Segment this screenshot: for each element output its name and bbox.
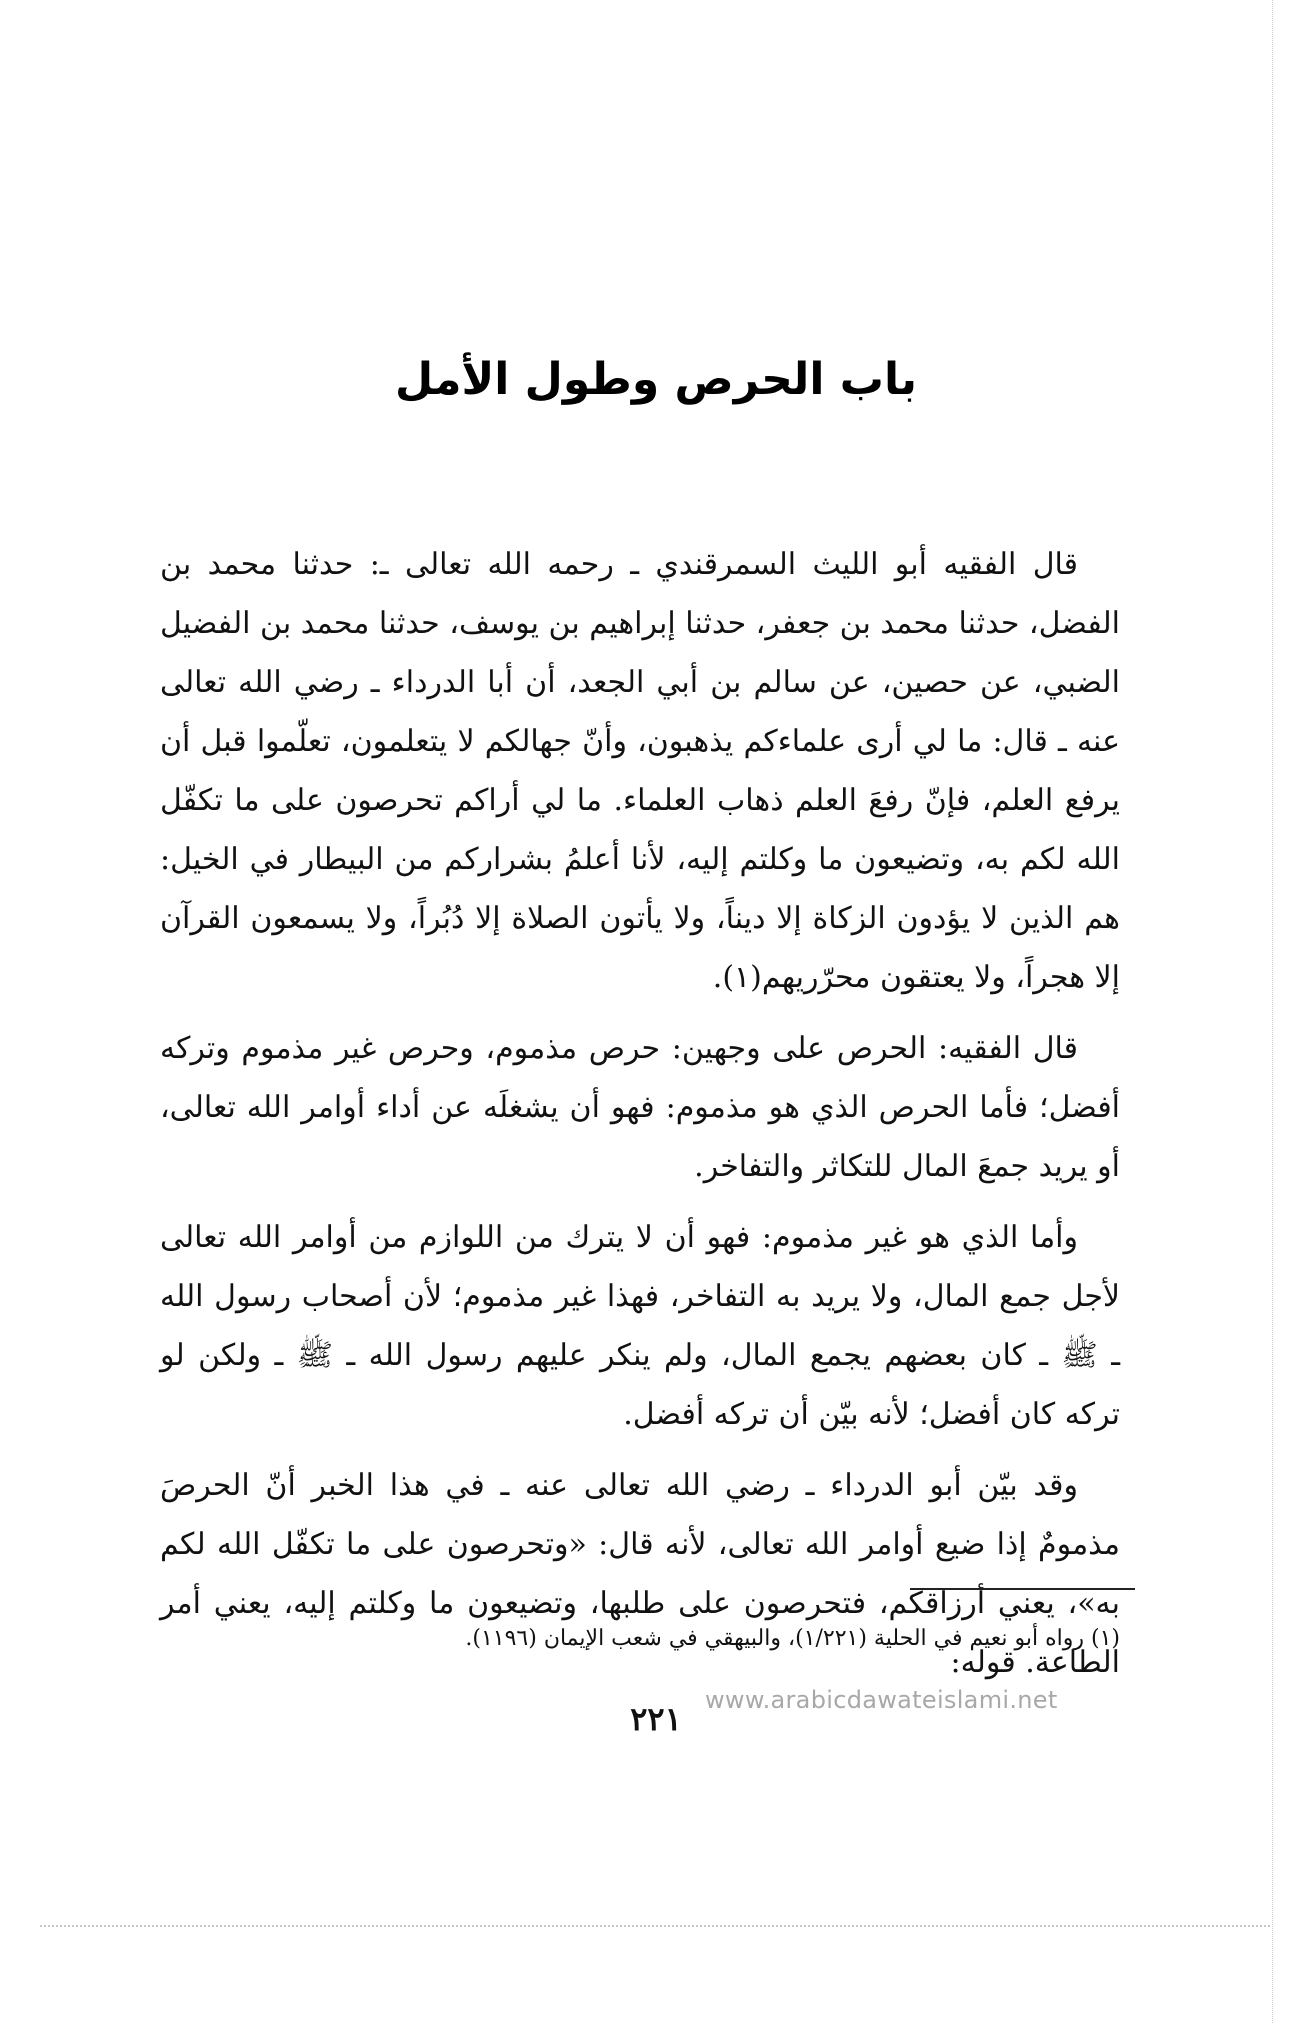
page-number: ٢٢١ [630,1700,682,1738]
body-text [160,535,1120,1704]
paragraph: وقد بيّن أبو الدرداء ـ رضي الله تعالى عنه ـ في هذا الخبر أنّ الحرصَ مذمومٌ إذا ضيع أوامر الله تعالى، لأنه قال: «وتحرصون على ما تكفّل الله لكم به»، يعني أرزاقكم، فتحرصون على طلبها، وتضيعون ما وكلتم إليه، يعني أمر الطاعة. قوله: [160,1468,1120,1680]
watermark-url: www.arabicdawateislami.net [705,1686,1058,1714]
chapter-title: باب الحرص وطول الأمل [394,354,917,406]
paragraph: قال الفقيه: الحرص على وجهين: حرص مذموم، وحرص غير مذموم وتركه أفضل؛ فأما الحرص الذي هو مذموم: فهو أن يشغلَه عن أداء أوامر الله تعالى، أو يريد جمعَ المال للتكاثر والتفاخر. [160,1031,1120,1184]
scan-dotted-line [40,1925,1270,1927]
paragraph: وأما الذي هو غير مذموم: فهو أن لا يترك من اللوازم من أوامر الله تعالى لأجل جمع المال، ولا يريد به التفاخر، فهذا غير مذموم؛ لأن أصحاب رسول الله ـ ﷺ ـ كان بعضهم يجمع المال، ولم ينكر عليهم رسول الله ـ ﷺ ـ ولكن لو تركه كان أفضل؛ لأنه بيّن أن تركه أفضل. [160,1220,1120,1432]
paragraph: قال الفقيه أبو الليث السمرقندي ـ رحمه الله تعالى ـ: حدثنا محمد بن الفضل، حدثنا محمد بن جعفر، حدثنا إبراهيم بن يوسف، حدثنا محمد بن الفضيل الضبي، عن حصين، عن سالم بن أبي الجعد، أن أبا الدرداء ـ رضي الله تعالى عنه ـ قال: ما لي أرى علماءكم يذهبون، وأنّ جهالكم لا يتعلمون، تعلّموا قبل أن يرفع العلم، فإنّ رفعَ العلم ذهاب العلماء. ما لي أراكم تحرصون على ما تكفّل الله لكم به، وتضيعون ما وكلتم إليه، لأنا أعلمُ بشراركم من البيطار في الخيل: هم الذين لا يؤدون الزكاة إلا ديناً، ولا يأتون الصلاة إلا دُبُراً، ولا يسمعون القرآن إلا هجراً، ولا يعتقون محرّريهم(١). [160,547,1120,995]
footnote-separator [910,1588,1135,1590]
footnote: (١) رواه أبو نعيم في الحلية (١/٢٢١)، والبيهقي في شعب الإيمان (١١٩٦). [465,1626,1120,1651]
